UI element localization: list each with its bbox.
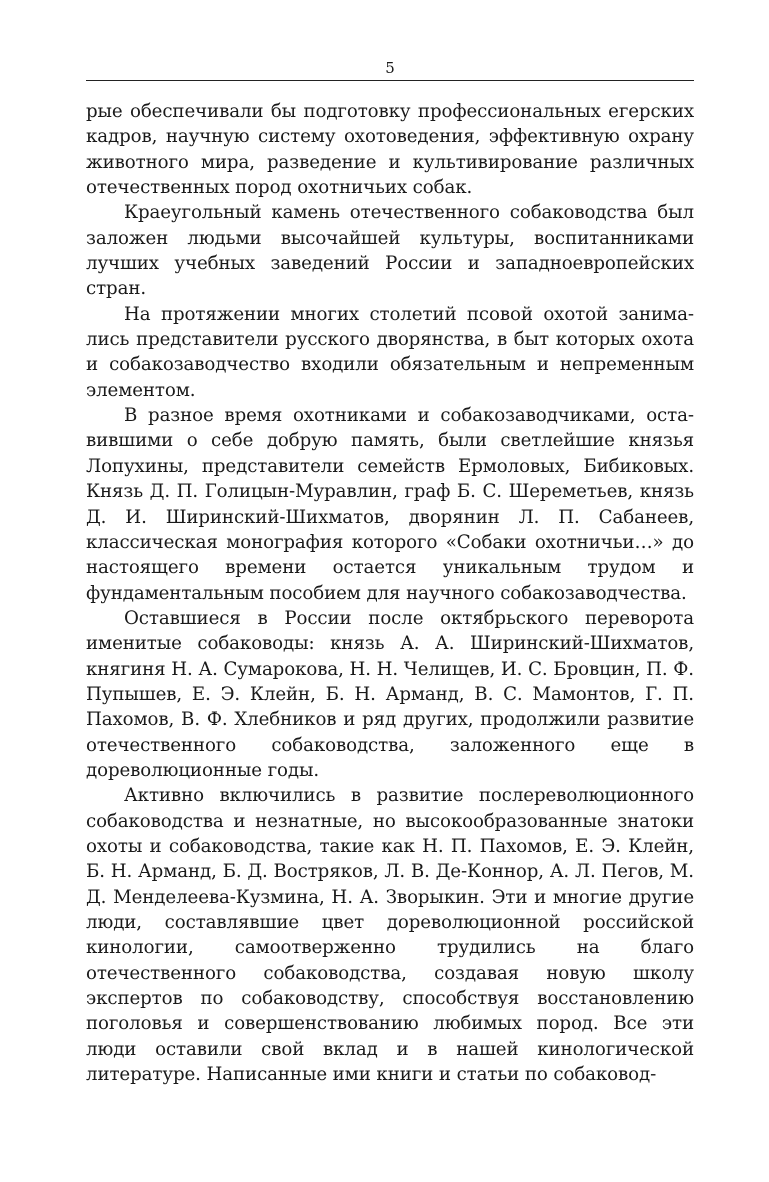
page-number: 5 <box>385 59 395 77</box>
paragraph-3: На протяжении многих столетий псовой охотой занимались представители русского дворянства, в быт которых охота и собакозаводчество входили обязательным и непременным элементом. <box>86 303 694 401</box>
text-body <box>86 99 694 1087</box>
paragraph-1: рые обеспечивали бы подготовку профессиональных егерских кадров, научную систему охотоведения, эффективную охрану животного мира, разведение и культивирование различных отечественных пород охотничьих собак. <box>86 101 694 199</box>
paragraph-4: В разное время охотниками и собакозаводчиками, оставившими о себе добрую память, были светлейшие князья Лопухины, представители семейств Ермоловых, Бибиковых. Князь Д. П. Голицын-Муравлин, граф Б. С. Шереметьев, князь Д. И. Ширинский-Шихматов, дворянин Л. П. Сабанеев, классическая монография которого «Собаки охотничьи…» до настоящего времени остается уникальным трудом и фундаментальным пособием для научного собакозаводчества. <box>86 405 694 604</box>
book-page <box>86 58 694 1087</box>
running-header <box>86 58 694 81</box>
paragraph-6: Активно включились в развитие послереволюционного собаководства и незнатные, но высокообразованные знатоки охоты и собаководства, такие как Н. П. Пахомов, Е. Э. Клейн, Б. Н. Арманд, Б. Д. Востряков, Л. В. Де-Коннор, А. Л. Пегов, М. Д. Менделеева-Кузмина, Н. А. Зворыкин. Эти и многие другие люди, составлявшие цвет дореволюционной российской кинологии, самоотверженно трудились на благо отечественного собаководства, создавая новую школу экспертов по собаководству, способствуя восстановлению поголовья и совершенствованию любимых пород. Все эти люди оставили свой вклад и в нашей кинологической литературе. Написанные ими книги и статьи по собаковод- <box>86 785 694 1086</box>
paragraph-5: Оставшиеся в России после октябрьского переворота именитые собаководы: князь А. А. Ширинский-Шихматов, княгиня Н. А. Сумарокова, Н. Н. Челищев, И. С. Бровцин, П. Ф. Пупышев, Е. Э. Клейн, Б. Н. Арманд, В. С. Мамонтов, Г. П. Пахомов, В. Ф. Хлебников и ряд других, продолжили развитие отечественного собаководства, заложенного еще в дореволюционные годы. <box>86 607 694 781</box>
paragraph-2: Краеугольный камень отечественного собаководства был заложен людьми высочайшей культуры, воспитанниками лучших учебных заведений России и западноевропейских стран. <box>86 202 694 300</box>
